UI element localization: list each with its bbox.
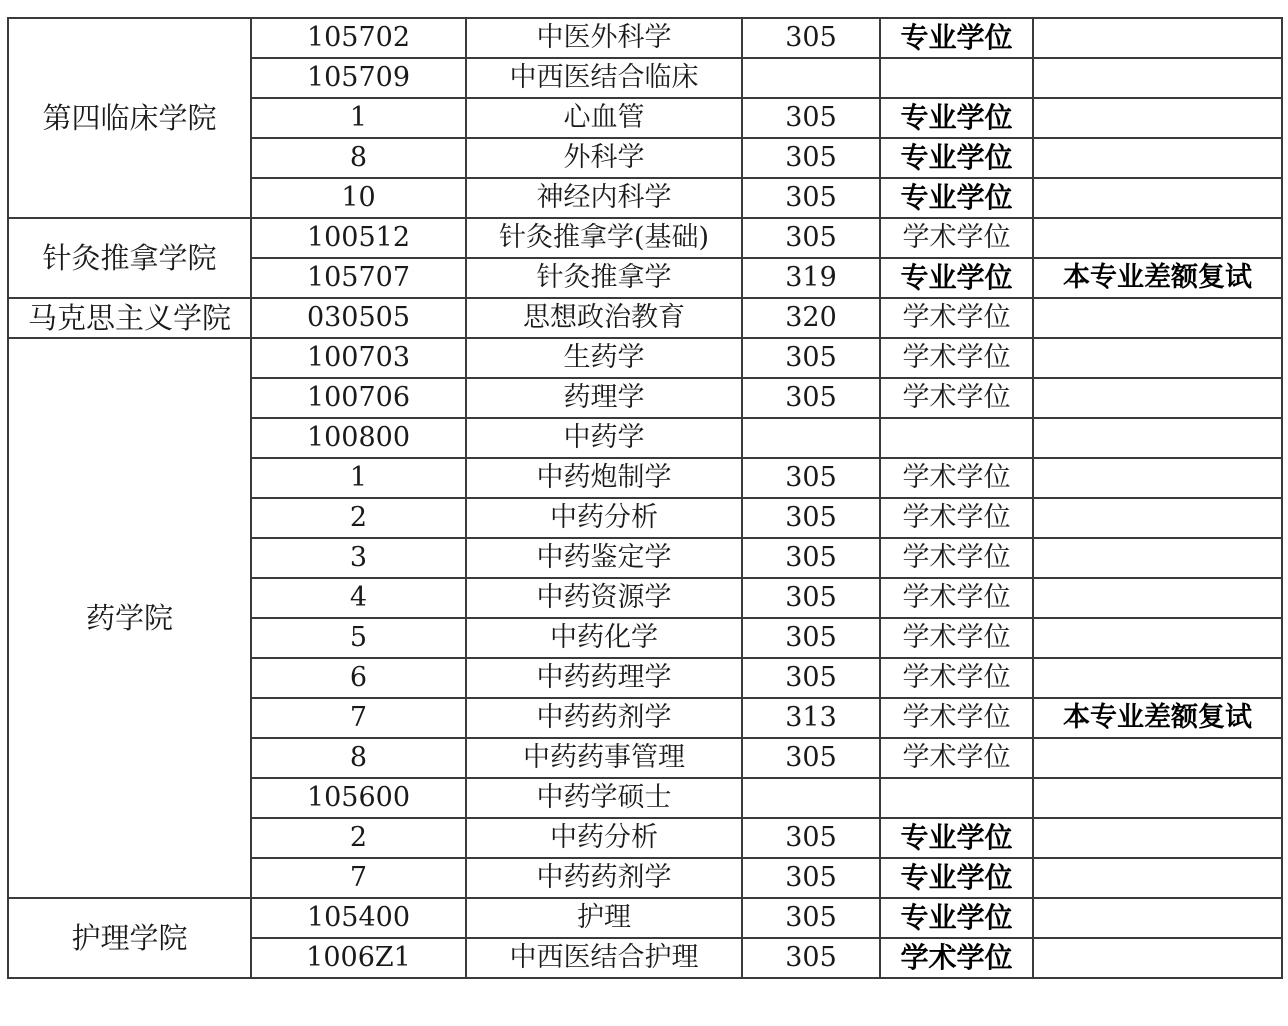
note-cell bbox=[1033, 298, 1282, 338]
table-row bbox=[8, 898, 1282, 938]
major-cell: 中药药剂学 bbox=[466, 698, 742, 738]
table-row bbox=[8, 218, 1282, 258]
code-cell: 1 bbox=[251, 458, 466, 498]
degree-type-cell: 学术学位 bbox=[880, 298, 1033, 338]
major-cell: 中药药事管理 bbox=[466, 738, 742, 778]
score-cell bbox=[742, 778, 880, 818]
score-cell: 305 bbox=[742, 138, 880, 178]
major-cell: 药理学 bbox=[466, 378, 742, 418]
note-cell bbox=[1033, 818, 1282, 858]
score-cell: 305 bbox=[742, 178, 880, 218]
code-cell: 8 bbox=[251, 138, 466, 178]
degree-type-cell: 学术学位 bbox=[880, 498, 1033, 538]
degree-type-cell: 学术学位 bbox=[880, 378, 1033, 418]
note-cell bbox=[1033, 858, 1282, 898]
major-cell: 中西医结合临床 bbox=[466, 58, 742, 98]
code-cell: 105702 bbox=[251, 18, 466, 58]
degree-type-cell: 专业学位 bbox=[880, 138, 1033, 178]
score-cell: 305 bbox=[742, 578, 880, 618]
score-cell: 313 bbox=[742, 698, 880, 738]
code-cell: 1006Z1 bbox=[251, 938, 466, 978]
degree-type-cell: 学术学位 bbox=[880, 698, 1033, 738]
score-cell: 305 bbox=[742, 18, 880, 58]
note-cell bbox=[1033, 738, 1282, 778]
code-cell: 8 bbox=[251, 738, 466, 778]
major-cell: 中药学 bbox=[466, 418, 742, 458]
score-cell bbox=[742, 418, 880, 458]
score-cell: 305 bbox=[742, 818, 880, 858]
major-cell: 中药化学 bbox=[466, 618, 742, 658]
table-body bbox=[8, 18, 1282, 978]
table-row bbox=[8, 298, 1282, 338]
note-cell bbox=[1033, 458, 1282, 498]
degree-type-cell: 专业学位 bbox=[880, 818, 1033, 858]
note-cell bbox=[1033, 338, 1282, 378]
degree-type-cell: 学术学位 bbox=[880, 458, 1033, 498]
degree-type-cell: 学术学位 bbox=[880, 938, 1033, 978]
score-cell: 320 bbox=[742, 298, 880, 338]
degree-type-cell: 专业学位 bbox=[880, 98, 1033, 138]
college-cell: 药学院 bbox=[8, 338, 251, 898]
degree-type-cell: 专业学位 bbox=[880, 858, 1033, 898]
score-cell: 305 bbox=[742, 898, 880, 938]
college-cell: 针灸推拿学院 bbox=[8, 218, 251, 298]
code-cell: 030505 bbox=[251, 298, 466, 338]
code-cell: 105400 bbox=[251, 898, 466, 938]
admission-score-table bbox=[7, 17, 1283, 979]
note-cell bbox=[1033, 98, 1282, 138]
note-cell bbox=[1033, 218, 1282, 258]
code-cell: 4 bbox=[251, 578, 466, 618]
degree-type-cell: 学术学位 bbox=[880, 218, 1033, 258]
score-cell bbox=[742, 58, 880, 98]
note-cell bbox=[1033, 618, 1282, 658]
degree-type-cell: 专业学位 bbox=[880, 178, 1033, 218]
code-cell: 10 bbox=[251, 178, 466, 218]
code-cell: 7 bbox=[251, 858, 466, 898]
code-cell: 105600 bbox=[251, 778, 466, 818]
code-cell: 105709 bbox=[251, 58, 466, 98]
code-cell: 100800 bbox=[251, 418, 466, 458]
score-cell: 305 bbox=[742, 658, 880, 698]
note-cell bbox=[1033, 578, 1282, 618]
degree-type-cell bbox=[880, 778, 1033, 818]
table-row bbox=[8, 338, 1282, 378]
major-cell: 护理 bbox=[466, 898, 742, 938]
major-cell: 中药分析 bbox=[466, 498, 742, 538]
code-cell: 6 bbox=[251, 658, 466, 698]
college-cell: 护理学院 bbox=[8, 898, 251, 978]
major-cell: 中药鉴定学 bbox=[466, 538, 742, 578]
note-cell bbox=[1033, 58, 1282, 98]
score-cell: 305 bbox=[742, 938, 880, 978]
table-row bbox=[8, 18, 1282, 58]
note-cell bbox=[1033, 498, 1282, 538]
score-cell: 305 bbox=[742, 338, 880, 378]
note-cell: 本专业差额复试 bbox=[1033, 698, 1282, 738]
major-cell: 中医外科学 bbox=[466, 18, 742, 58]
note-cell bbox=[1033, 898, 1282, 938]
code-cell: 5 bbox=[251, 618, 466, 658]
code-cell: 100706 bbox=[251, 378, 466, 418]
note-cell bbox=[1033, 18, 1282, 58]
score-cell: 305 bbox=[742, 458, 880, 498]
degree-type-cell: 专业学位 bbox=[880, 258, 1033, 298]
degree-type-cell: 学术学位 bbox=[880, 618, 1033, 658]
score-cell: 305 bbox=[742, 538, 880, 578]
note-cell bbox=[1033, 378, 1282, 418]
degree-type-cell bbox=[880, 58, 1033, 98]
degree-type-cell: 专业学位 bbox=[880, 18, 1033, 58]
major-cell: 外科学 bbox=[466, 138, 742, 178]
degree-type-cell: 学术学位 bbox=[880, 538, 1033, 578]
degree-type-cell: 专业学位 bbox=[880, 898, 1033, 938]
major-cell: 中药炮制学 bbox=[466, 458, 742, 498]
college-cell: 马克思主义学院 bbox=[8, 298, 251, 338]
major-cell: 中药药理学 bbox=[466, 658, 742, 698]
major-cell: 针灸推拿学 bbox=[466, 258, 742, 298]
degree-type-cell: 学术学位 bbox=[880, 738, 1033, 778]
score-table-container bbox=[7, 17, 1281, 979]
note-cell: 本专业差额复试 bbox=[1033, 258, 1282, 298]
note-cell bbox=[1033, 658, 1282, 698]
major-cell: 生药学 bbox=[466, 338, 742, 378]
score-cell: 319 bbox=[742, 258, 880, 298]
note-cell bbox=[1033, 778, 1282, 818]
code-cell: 105707 bbox=[251, 258, 466, 298]
score-cell: 305 bbox=[742, 738, 880, 778]
note-cell bbox=[1033, 178, 1282, 218]
score-cell: 305 bbox=[742, 858, 880, 898]
note-cell bbox=[1033, 538, 1282, 578]
score-cell: 305 bbox=[742, 218, 880, 258]
score-cell: 305 bbox=[742, 378, 880, 418]
score-cell: 305 bbox=[742, 618, 880, 658]
major-cell: 中药药剂学 bbox=[466, 858, 742, 898]
degree-type-cell: 学术学位 bbox=[880, 578, 1033, 618]
code-cell: 100703 bbox=[251, 338, 466, 378]
note-cell bbox=[1033, 418, 1282, 458]
code-cell: 2 bbox=[251, 498, 466, 538]
major-cell: 中药分析 bbox=[466, 818, 742, 858]
major-cell: 中药学硕士 bbox=[466, 778, 742, 818]
major-cell: 针灸推拿学(基础) bbox=[466, 218, 742, 258]
code-cell: 7 bbox=[251, 698, 466, 738]
major-cell: 心血管 bbox=[466, 98, 742, 138]
note-cell bbox=[1033, 138, 1282, 178]
degree-type-cell: 学术学位 bbox=[880, 338, 1033, 378]
code-cell: 3 bbox=[251, 538, 466, 578]
code-cell: 1 bbox=[251, 98, 466, 138]
score-cell: 305 bbox=[742, 498, 880, 538]
major-cell: 神经内科学 bbox=[466, 178, 742, 218]
college-cell: 第四临床学院 bbox=[8, 18, 251, 218]
code-cell: 100512 bbox=[251, 218, 466, 258]
major-cell: 中西医结合护理 bbox=[466, 938, 742, 978]
note-cell bbox=[1033, 938, 1282, 978]
score-cell: 305 bbox=[742, 98, 880, 138]
degree-type-cell: 学术学位 bbox=[880, 658, 1033, 698]
major-cell: 思想政治教育 bbox=[466, 298, 742, 338]
code-cell: 2 bbox=[251, 818, 466, 858]
major-cell: 中药资源学 bbox=[466, 578, 742, 618]
degree-type-cell bbox=[880, 418, 1033, 458]
